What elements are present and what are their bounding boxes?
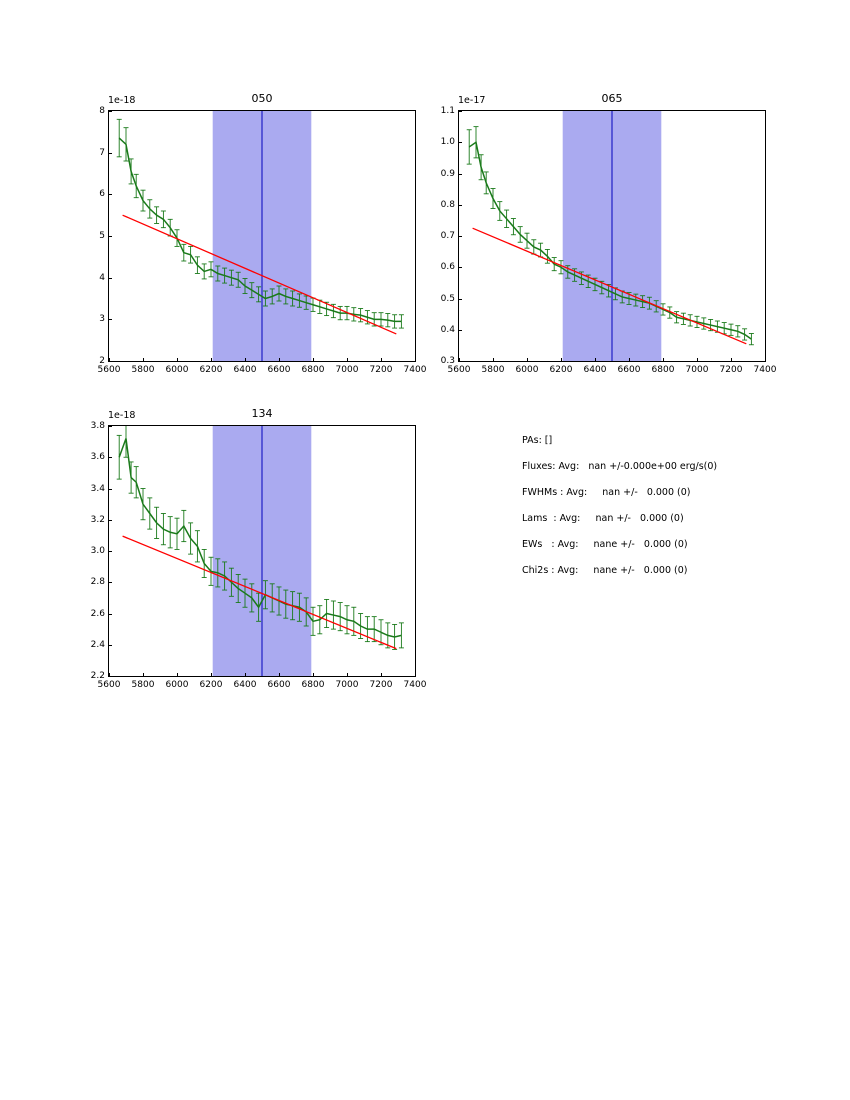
- y-exponent-label-065: 1e-17: [458, 95, 486, 106]
- x-tick-mark: [245, 358, 246, 361]
- chart-title-065: 065: [601, 92, 623, 105]
- x-tick-mark: [279, 358, 280, 361]
- y-tick-mark: [109, 153, 112, 154]
- chart-svg: [109, 111, 415, 361]
- x-tick-mark: [561, 358, 562, 361]
- y-exponent-label-050: 1e-18: [108, 95, 136, 106]
- x-tick-label: 6000: [165, 680, 189, 690]
- y-tick-mark: [109, 489, 112, 490]
- x-tick-label: 6800: [651, 365, 675, 375]
- x-tick-label: 7000: [335, 365, 359, 375]
- x-tick-mark: [177, 673, 178, 676]
- x-tick-label: 5800: [481, 365, 505, 375]
- x-tick-mark: [347, 673, 348, 676]
- info-line-2: FWHMs : Avg: nan +/- 0.000 (0): [522, 487, 691, 498]
- y-tick-mark: [459, 142, 462, 143]
- x-tick-mark: [279, 673, 280, 676]
- y-tick-mark: [109, 551, 112, 552]
- y-tick-label: 3.0: [90, 546, 105, 556]
- chart-panel-050: [97, 92, 427, 375]
- y-tick-label: 2: [99, 356, 105, 366]
- y-tick-label: 0.8: [440, 199, 455, 210]
- y-tick-label: 1.0: [440, 137, 455, 148]
- x-tick-mark: [731, 358, 732, 361]
- x-tick-mark: [211, 358, 212, 361]
- y-tick-mark: [109, 319, 112, 320]
- y-tick-label: 4: [99, 272, 105, 283]
- x-tick-mark: [245, 673, 246, 676]
- y-tick-label: 2.2: [90, 671, 105, 681]
- x-tick-mark: [143, 358, 144, 361]
- y-tick-mark: [459, 299, 462, 300]
- x-tick-mark: [697, 358, 698, 361]
- x-tick-label: 5600: [447, 365, 471, 375]
- x-tick-label: 6200: [199, 680, 223, 690]
- y-tick-mark: [109, 194, 112, 195]
- y-tick-label: 8: [99, 106, 105, 116]
- info-line-1: Fluxes: Avg: nan +/-0.000e+00 erg/s(0): [522, 461, 718, 472]
- chart-svg: [109, 426, 415, 676]
- y-tick-label: 1.1: [440, 106, 455, 116]
- y-tick-label: 3.2: [90, 514, 105, 525]
- x-tick-label: 5800: [131, 365, 155, 375]
- y-tick-label: 0.7: [440, 231, 455, 241]
- x-tick-mark: [415, 358, 416, 361]
- y-tick-mark: [109, 520, 112, 521]
- y-tick-mark: [459, 330, 462, 331]
- chart-panel-134: [90, 407, 427, 690]
- x-tick-label: 7200: [369, 365, 393, 375]
- x-tick-mark: [313, 673, 314, 676]
- y-tick-label: 2.4: [90, 639, 105, 650]
- info-line-4: EWs : Avg: nane +/- 0.000 (0): [522, 539, 688, 550]
- y-tick-label: 3: [99, 314, 105, 325]
- info-line-5: Chi2s : Avg: nane +/- 0.000 (0): [522, 565, 688, 576]
- x-tick-label: 7000: [685, 365, 709, 375]
- y-tick-label: 3.4: [90, 483, 105, 494]
- plot-area-050: [97, 106, 427, 375]
- y-tick-mark: [459, 267, 462, 268]
- x-tick-mark: [629, 358, 630, 361]
- chart-title-050: 050: [251, 92, 273, 105]
- y-tick-label: 0.5: [440, 293, 455, 304]
- x-tick-mark: [595, 358, 596, 361]
- y-tick-mark: [459, 174, 462, 175]
- y-tick-label: 2.6: [90, 608, 105, 619]
- x-tick-label: 6800: [301, 680, 325, 690]
- x-tick-mark: [313, 358, 314, 361]
- x-tick-label: 7200: [369, 680, 393, 690]
- y-tick-label: 5: [99, 231, 105, 241]
- chart-panel-065: [440, 92, 777, 375]
- y-exponent-label-134: 1e-18: [108, 410, 136, 421]
- x-tick-label: 7400: [753, 365, 777, 375]
- x-tick-label: 5600: [97, 680, 121, 690]
- x-tick-label: 6400: [233, 680, 257, 690]
- x-tick-mark: [493, 358, 494, 361]
- y-tick-mark: [109, 676, 112, 677]
- y-tick-label: 0.3: [440, 356, 455, 366]
- x-tick-mark: [765, 358, 766, 361]
- y-tick-mark: [109, 426, 112, 427]
- x-tick-mark: [415, 673, 416, 676]
- x-tick-label: 6000: [165, 365, 189, 375]
- y-tick-mark: [109, 457, 112, 458]
- y-tick-mark: [109, 111, 112, 112]
- y-tick-label: 0.9: [440, 168, 455, 179]
- x-tick-label: 6600: [617, 365, 641, 375]
- x-tick-mark: [527, 358, 528, 361]
- y-tick-mark: [109, 361, 112, 362]
- y-tick-label: 0.4: [440, 324, 455, 335]
- x-tick-label: 6600: [267, 680, 291, 690]
- y-tick-label: 3.8: [90, 421, 105, 431]
- x-tick-label: 6400: [583, 365, 607, 375]
- y-tick-mark: [459, 205, 462, 206]
- x-tick-label: 6400: [233, 365, 257, 375]
- y-tick-label: 3.6: [90, 452, 105, 463]
- x-tick-mark: [381, 358, 382, 361]
- y-tick-mark: [109, 645, 112, 646]
- y-tick-label: 2.8: [90, 577, 105, 588]
- chart-title-134: 134: [251, 407, 273, 420]
- x-tick-mark: [663, 358, 664, 361]
- x-tick-label: 6200: [549, 365, 573, 375]
- x-tick-label: 6600: [267, 365, 291, 375]
- plot-area-065: [440, 106, 777, 375]
- x-tick-label: 7000: [335, 680, 359, 690]
- info-line-3: Lams : Avg: nan +/- 0.000 (0): [522, 513, 684, 524]
- y-tick-mark: [109, 614, 112, 615]
- x-tick-label: 6800: [301, 365, 325, 375]
- summary-info-block: [522, 428, 822, 584]
- x-tick-label: 7400: [403, 680, 427, 690]
- y-tick-mark: [109, 236, 112, 237]
- y-tick-mark: [109, 582, 112, 583]
- x-tick-mark: [381, 673, 382, 676]
- x-tick-label: 6000: [515, 365, 539, 375]
- y-tick-label: 0.6: [440, 262, 455, 273]
- x-tick-label: 5800: [131, 680, 155, 690]
- x-tick-label: 6200: [199, 365, 223, 375]
- chart-svg: [459, 111, 765, 361]
- y-tick-mark: [459, 236, 462, 237]
- x-tick-label: 7200: [719, 365, 743, 375]
- plot-area-134: [90, 421, 427, 690]
- x-tick-mark: [143, 673, 144, 676]
- y-tick-mark: [109, 278, 112, 279]
- x-tick-mark: [177, 358, 178, 361]
- info-line-0: PAs: []: [522, 435, 553, 446]
- x-tick-mark: [211, 673, 212, 676]
- x-tick-label: 7400: [403, 365, 427, 375]
- y-tick-label: 6: [99, 189, 105, 200]
- y-tick-mark: [459, 361, 462, 362]
- x-tick-mark: [347, 358, 348, 361]
- x-tick-label: 5600: [97, 365, 121, 375]
- y-tick-label: 7: [99, 147, 105, 158]
- y-tick-mark: [459, 111, 462, 112]
